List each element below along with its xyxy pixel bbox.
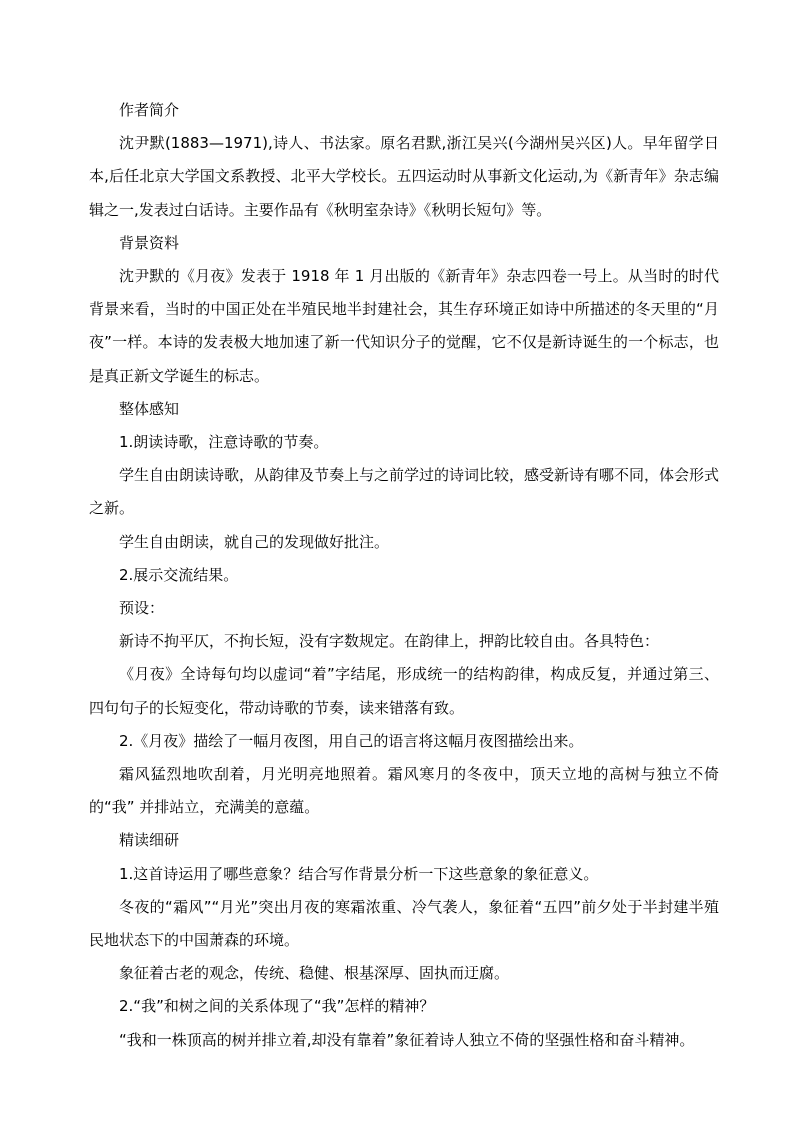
question-1: 1.这首诗运用了哪些意象？结合写作背景分析一下这些意象的象征意义。 <box>119 864 599 883</box>
preset-text-2: 《月夜》全诗每句均以虚词“着”字结尾，形成统一的结构韵律，构成反复，并通过第三、四句句子的长短变化，带动诗歌的节奏，读来错落有致。 <box>89 665 719 717</box>
answer-1b: 象征着古老的观念，传统、稳健、根基深厚、固执而迂腐。 <box>119 964 510 983</box>
section-heading-close-reading: 精读细研 <box>119 831 180 850</box>
section-heading-overall: 整体感知 <box>119 399 180 418</box>
answer-1a: 冬夜的“霜风”“月光”突出月夜的寒霜浓重、冷气袭人，象征着“五四”前夕处于半封建半殖民地状态下的中国萧森的环境。 <box>89 897 719 950</box>
section-heading-background: 背景资料 <box>119 233 180 252</box>
task-2: 2.展示交流结果。 <box>119 565 239 584</box>
task-1-note: 学生自由朗读，就自己的发现做好批注。 <box>119 532 390 551</box>
author-bio: 沈尹默(1883—1971),诗人、书法家。原名君默,浙江吴兴(今湖州吴兴区)人。早年留学日本,后任北京大学国文系教授、北平大学校长。五四运动时从事新文化运动,为《新青年》杂志编辑之一,发表过白话诗。主要作品有《秋明室杂诗》《秋明长短句》等。 <box>89 134 719 219</box>
answer-2: “我和一株顶高的树并排立着,却没有靠着”象征着诗人独立不倚的坚强性格和奋斗精神。 <box>119 1030 695 1049</box>
background-text: 沈尹默的《月夜》发表于 1918 年 1 月出版的《新青年》杂志四卷一号上。从当时的时代背景来看，当时的中国正处在半殖民地半封建社会，其生存环境正如诗中所描述的冬天里的“月夜”一样。本诗的发表极大地加速了新一代知识分子的觉醒，它不仅是新诗诞生的一个标志，也是真正新文学诞生的标志。 <box>89 267 719 385</box>
document-body <box>89 94 719 1057</box>
question-2: 2.“我”和树之间的关系体现了“我”怎样的精神？ <box>119 997 435 1016</box>
task-1-text: 学生自由朗读诗歌，从韵律及节奏上与之前学过的诗词比较，感受新诗有哪不同，体会形式之新。 <box>89 466 720 518</box>
preset-text-1: 新诗不拘平仄，不拘长短，没有字数规定。在韵律上，押韵比较自由。各具特色： <box>119 632 660 651</box>
section-heading-author: 作者简介 <box>119 101 180 119</box>
preset-label: 预设： <box>119 599 165 618</box>
task-3-text: 霜风猛烈地吹刮着，月光明亮地照着。霜风寒月的冬夜中，顶天立地的高树与独立不倚的“我” 并排站立，充满美的意蕴。 <box>89 765 719 817</box>
task-1: 1.朗读诗歌，注意诗歌的节奏。 <box>119 433 329 452</box>
task-3: 2.《月夜》描绘了一幅月夜图，用自己的语言将这幅月夜图描绘出来。 <box>119 731 584 750</box>
